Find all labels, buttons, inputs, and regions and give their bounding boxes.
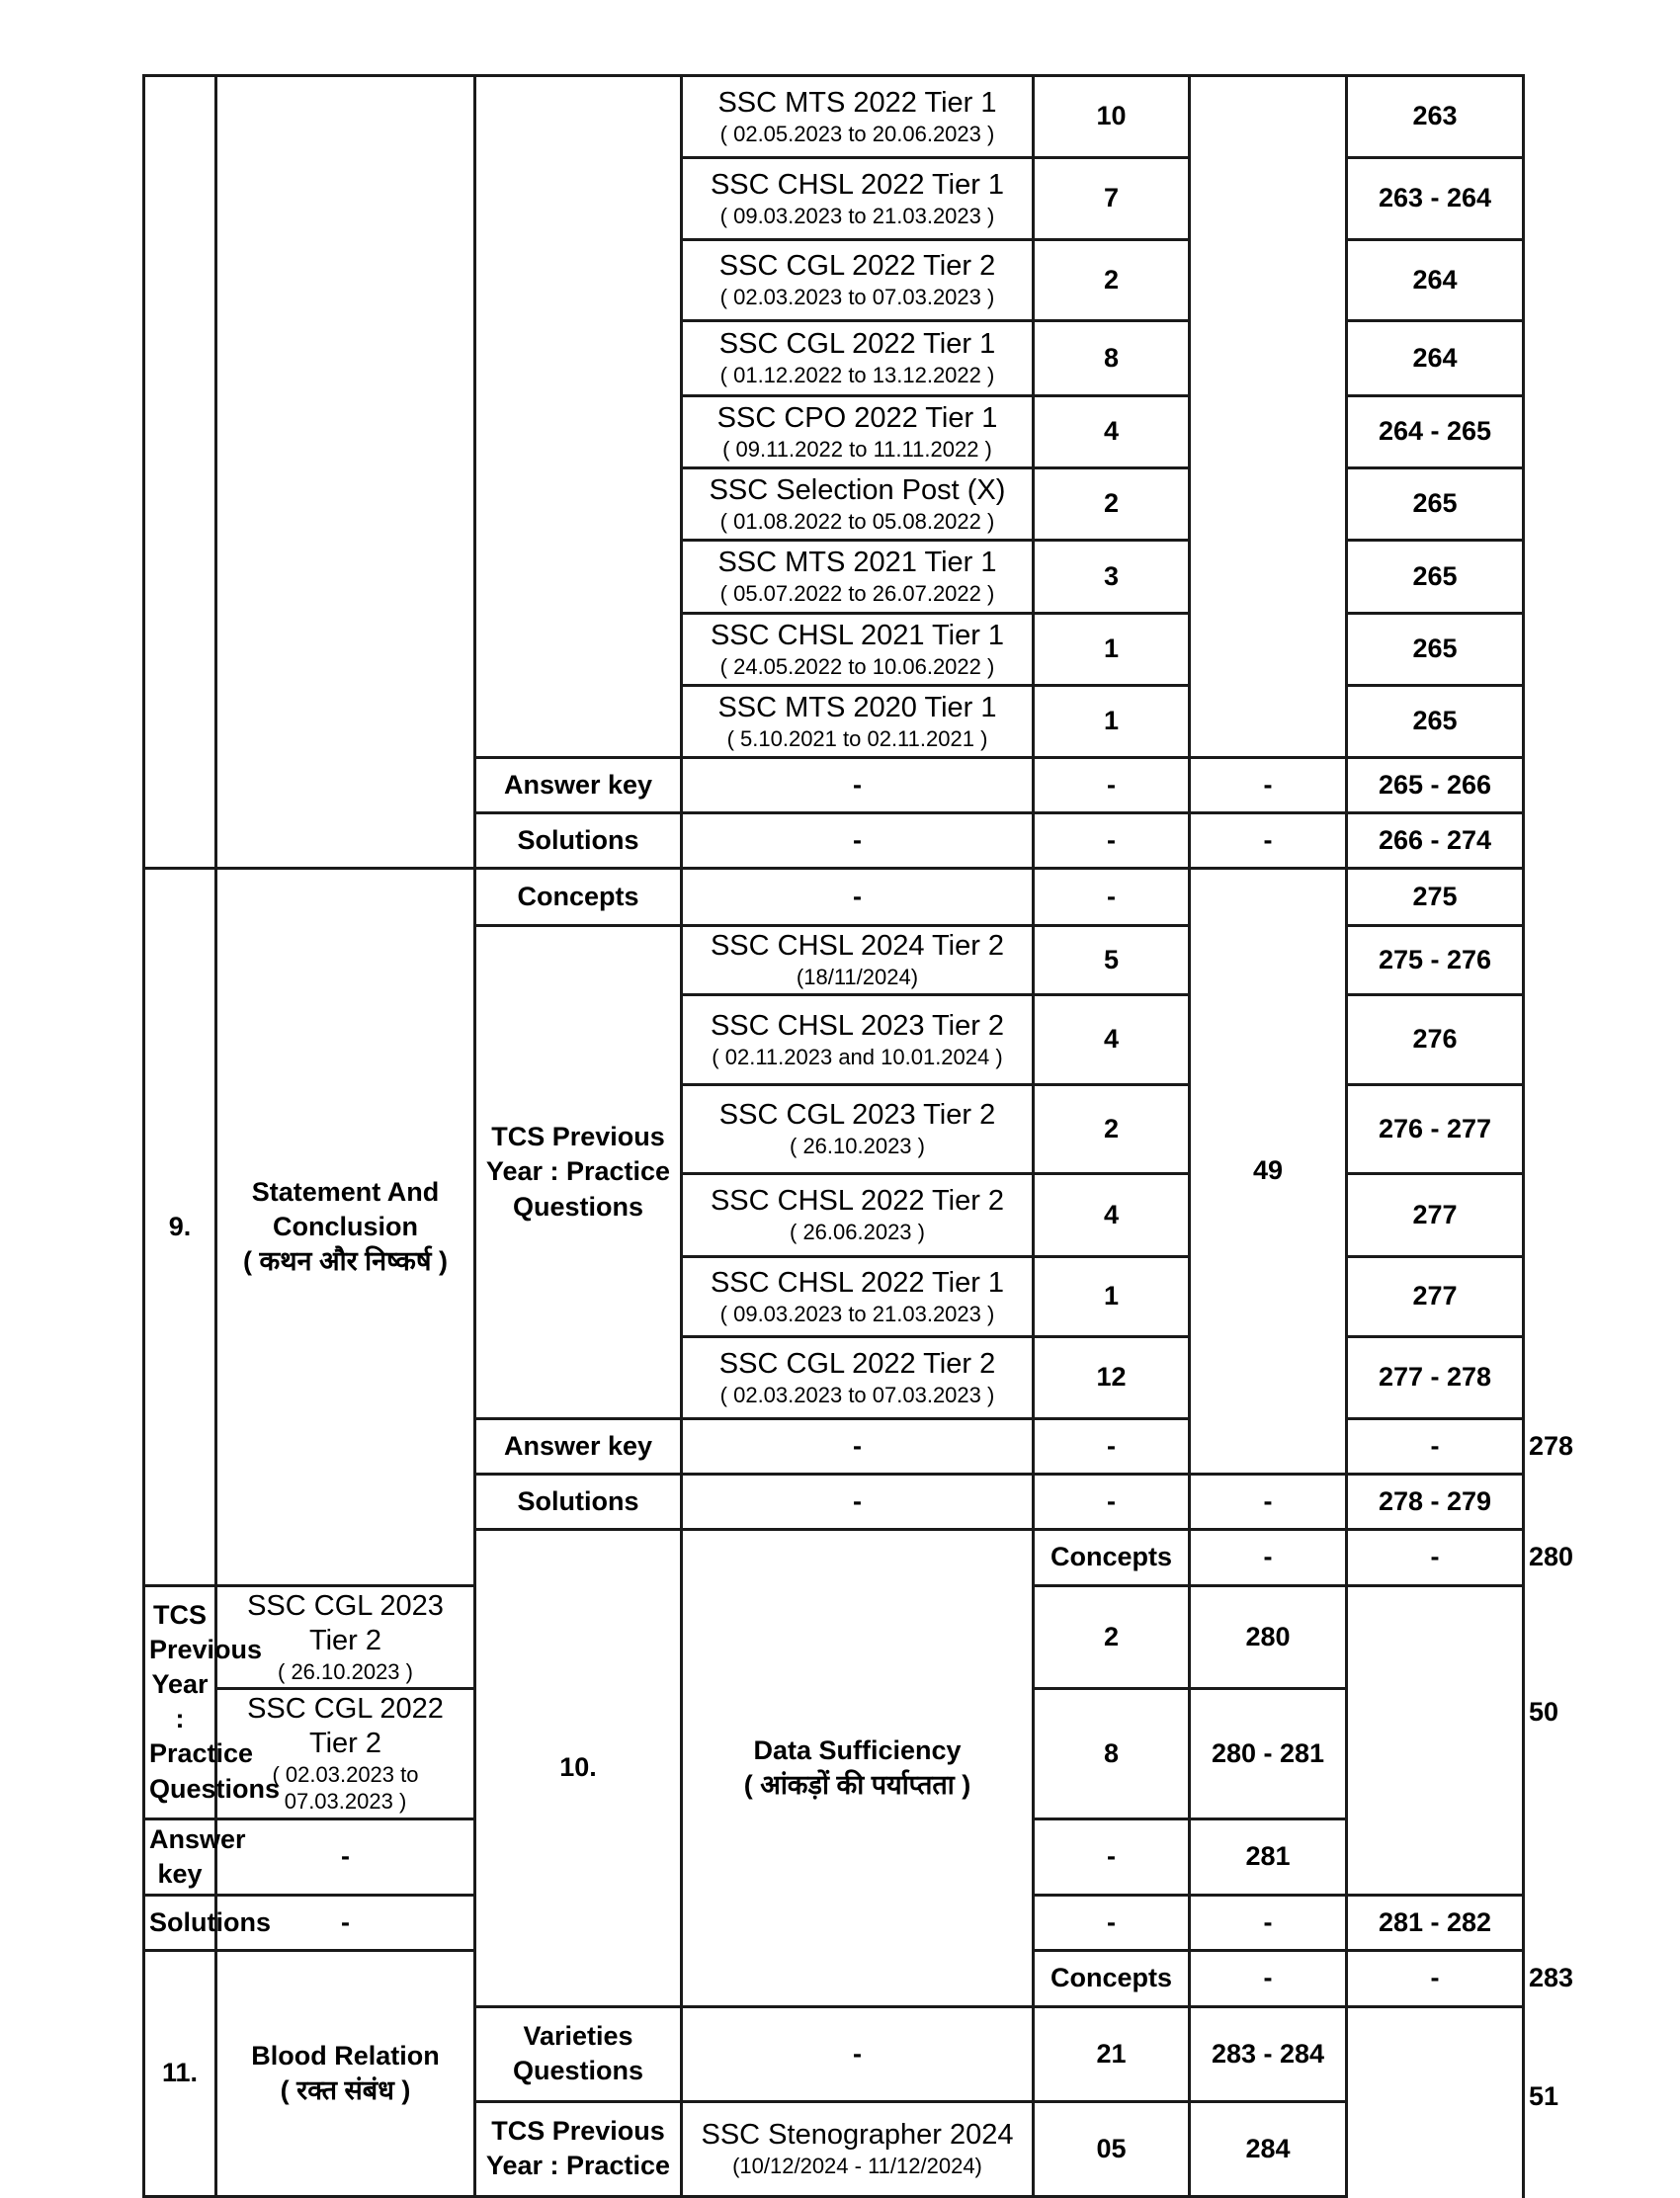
- exam-dates: ( 02.03.2023 to 07.03.2023 ): [272, 1761, 419, 1815]
- page-range: 280 - 281: [1190, 1689, 1347, 1819]
- exam-name: SSC CPO 2022 Tier 1: [716, 401, 998, 434]
- question-count: 1: [1034, 686, 1190, 758]
- exercise-cell: -: [1190, 1475, 1347, 1530]
- page-range: 263 - 264: [1347, 158, 1524, 240]
- exam-name: SSC CGL 2022 Tier 2: [718, 1347, 996, 1380]
- exam-cell: [682, 76, 1034, 158]
- page-range: 265: [1347, 468, 1524, 541]
- exam-cell: -: [1190, 1530, 1347, 1586]
- contents-table: [142, 74, 1574, 2198]
- solutions-label: Solutions: [144, 1895, 216, 1950]
- exam-cell: -: [682, 869, 1034, 926]
- page-range: 278 - 279: [1347, 1475, 1524, 1530]
- topic-title-hindi: ( आंकड़ों की पर्याप्तता ): [743, 1769, 971, 1800]
- page-range: 265 - 266: [1347, 758, 1524, 813]
- question-count: 1: [1034, 1257, 1190, 1337]
- table-row: 10. Data Sufficiency ( आंकड़ों की पर्याप्तता ) Concepts - - 50 280: [144, 1530, 1524, 1586]
- exam-name: SSC Stenographer 2024: [701, 2119, 1014, 2152]
- exam-cell: [682, 1337, 1034, 1419]
- page-range: 276 - 277: [1347, 1085, 1524, 1174]
- answer-key-label: Answer key: [475, 1419, 682, 1475]
- exam-cell: -: [216, 1895, 475, 1950]
- tcs-section-label: TCS Previous Year : Practice: [475, 2101, 682, 2196]
- exercise-cell: -: [1347, 1419, 1524, 1475]
- topic-title: Data Sufficiency: [753, 1734, 962, 1765]
- exercise-cell: -: [1190, 813, 1347, 869]
- serial-cell: [144, 76, 216, 869]
- page-range: 275: [1347, 869, 1524, 926]
- page-range: 281: [1190, 1818, 1347, 1895]
- question-count: -: [1034, 758, 1190, 813]
- page-range: 266 - 274: [1347, 813, 1524, 869]
- tcs-section-label: TCS Previous Year : Practice Questions: [144, 1586, 216, 1819]
- question-count: -: [1034, 1818, 1190, 1895]
- exam-dates: ( 09.03.2023 to 21.03.2023 ): [719, 1301, 995, 1326]
- page-range: 265: [1347, 614, 1524, 686]
- exam-dates: ( 09.03.2023 to 21.03.2023 ): [719, 203, 995, 228]
- exam-dates: ( 01.12.2022 to 13.12.2022 ): [719, 363, 995, 388]
- concepts-label: Concepts: [475, 869, 682, 926]
- table-row: Answer key - - - 278: [144, 1419, 1524, 1475]
- question-count: 2: [1034, 1085, 1190, 1174]
- question-count: -: [1034, 869, 1190, 926]
- topic-title-hindi: ( कथन और निष्कर्ष ): [243, 1246, 448, 1277]
- exam-name: SSC CHSL 2022 Tier 1: [710, 168, 1005, 201]
- concepts-label: Concepts: [1034, 1950, 1190, 2006]
- concepts-label: Concepts: [1034, 1530, 1190, 1586]
- solutions-label: Solutions: [475, 813, 682, 869]
- exam-dates: (10/12/2024 - 11/12/2024): [732, 2154, 982, 2179]
- exam-cell: -: [682, 1419, 1034, 1475]
- question-count: 5: [1034, 926, 1190, 995]
- exam-cell: [682, 995, 1034, 1085]
- exam-cell: -: [216, 1818, 475, 1895]
- exam-dates: ( 02.05.2023 to 20.06.2023 ): [719, 121, 995, 146]
- exam-name: SSC CHSL 2022 Tier 2: [710, 1185, 1005, 1218]
- question-count: -: [1034, 1475, 1190, 1530]
- question-count: 05: [1034, 2101, 1190, 2196]
- exam-dates: ( 26.10.2023 ): [278, 1658, 413, 1684]
- page-range: 265: [1347, 686, 1524, 758]
- exam-name: SSC CHSL 2021 Tier 1: [710, 619, 1005, 651]
- serial-number: 11.: [144, 1950, 216, 2196]
- table-row: 11. Blood Relation ( रक्त संबंध ) Concepts - - 51 283: [144, 1950, 1524, 2006]
- topic-title: Blood Relation: [251, 2040, 440, 2071]
- tcs-section-label: TCS Previous Year : Practice Questions: [475, 926, 682, 1419]
- exercise-cell: -: [1190, 1895, 1347, 1950]
- topic-cell: [682, 1530, 1034, 2007]
- page-range: 264: [1347, 240, 1524, 321]
- table-row: [144, 76, 1524, 158]
- exam-cell: [682, 158, 1034, 240]
- exam-cell: [682, 2101, 1034, 2196]
- exam-name: SSC MTS 2021 Tier 1: [717, 547, 997, 579]
- exam-dates: ( 02.03.2023 to 07.03.2023 ): [719, 285, 995, 310]
- section-cell: [475, 76, 682, 758]
- question-count: 21: [1034, 2006, 1190, 2101]
- exercise-cell: [1190, 76, 1347, 758]
- serial-number: 9.: [144, 869, 216, 1586]
- exam-dates: ( 05.07.2022 to 26.07.2022 ): [719, 581, 995, 607]
- exam-cell: [682, 614, 1034, 686]
- question-count: -: [1034, 1419, 1190, 1475]
- exam-name: SSC CGL 2023 Tier 2: [247, 1590, 444, 1656]
- topic-title: Statement And Conclusion: [251, 1176, 440, 1241]
- exam-name: SSC MTS 2022 Tier 1: [717, 86, 997, 119]
- topic-cell: [216, 1950, 475, 2196]
- exam-name: SSC CHSL 2022 Tier 1: [710, 1266, 1005, 1299]
- answer-key-label: Answer key: [475, 758, 682, 813]
- question-count: 4: [1034, 995, 1190, 1085]
- exam-cell: [682, 468, 1034, 541]
- exam-cell: -: [682, 758, 1034, 813]
- exam-dates: ( 01.08.2022 to 05.08.2022 ): [719, 508, 995, 534]
- exam-dates: ( 02.03.2023 to 07.03.2023 ): [719, 1382, 995, 1407]
- page-range: 284: [1190, 2101, 1347, 2196]
- exam-name: SSC Selection Post (X): [709, 473, 1006, 506]
- topic-cell: [216, 76, 475, 869]
- exam-cell: [682, 1174, 1034, 1257]
- page-range: 275 - 276: [1347, 926, 1524, 995]
- varieties-label: Varieties Questions: [475, 2006, 682, 2101]
- page-range: 283 - 284: [1190, 2006, 1347, 2101]
- exam-name: SSC MTS 2020 Tier 1: [717, 691, 997, 723]
- question-count: 8: [1034, 1689, 1190, 1819]
- question-count: 4: [1034, 1174, 1190, 1257]
- exam-cell: [682, 240, 1034, 321]
- question-count: 3: [1034, 541, 1190, 614]
- exam-cell: [682, 1085, 1034, 1174]
- exam-cell: [682, 686, 1034, 758]
- exam-name: SSC CGL 2022 Tier 2: [247, 1693, 444, 1759]
- exam-name: SSC CHSL 2024 Tier 2: [710, 930, 1005, 963]
- exam-name: SSC CGL 2022 Tier 2: [718, 250, 996, 283]
- question-count: 7: [1034, 158, 1190, 240]
- page-range: 277 - 278: [1347, 1337, 1524, 1419]
- question-count: 1: [1034, 614, 1190, 686]
- page-range: 277: [1347, 1174, 1524, 1257]
- exercise-number: 49: [1190, 869, 1347, 1475]
- page-range: 264 - 265: [1347, 396, 1524, 468]
- topic-title-hindi: ( रक्त संबंध ): [280, 2074, 411, 2105]
- exam-name: SSC CHSL 2023 Tier 2: [710, 1009, 1005, 1042]
- exam-cell: [682, 396, 1034, 468]
- exam-cell: -: [682, 2006, 1034, 2101]
- question-count: 8: [1034, 321, 1190, 396]
- page-range: 263: [1347, 76, 1524, 158]
- question-count: 12: [1034, 1337, 1190, 1419]
- question-count: 2: [1034, 240, 1190, 321]
- question-count: 2: [1034, 468, 1190, 541]
- exam-dates: ( 26.10.2023 ): [790, 1134, 925, 1159]
- exam-name: SSC CGL 2022 Tier 1: [718, 328, 996, 361]
- exam-cell: [682, 541, 1034, 614]
- question-count: 10: [1034, 76, 1190, 158]
- page-range: 264: [1347, 321, 1524, 396]
- question-count: 2: [1034, 1586, 1190, 1689]
- table-row: [144, 869, 1524, 926]
- question-count: -: [1347, 1530, 1524, 1586]
- page-range: 276: [1347, 995, 1524, 1085]
- page-range: 265: [1347, 541, 1524, 614]
- exam-cell: -: [1190, 1950, 1347, 2006]
- exam-dates: (18/11/2024): [796, 965, 919, 990]
- exam-name: SSC CGL 2023 Tier 2: [718, 1099, 996, 1132]
- exam-cell: -: [682, 1475, 1034, 1530]
- topic-cell: [216, 869, 475, 1586]
- answer-key-label: Answer key: [144, 1818, 216, 1895]
- question-count: -: [1034, 1895, 1190, 1950]
- exam-dates: ( 5.10.2021 to 02.11.2021 ): [726, 725, 988, 751]
- exam-dates: ( 24.05.2022 to 10.06.2022 ): [719, 653, 995, 679]
- exam-cell: -: [682, 813, 1034, 869]
- exam-cell: [682, 1257, 1034, 1337]
- exam-dates: ( 26.06.2023 ): [790, 1220, 925, 1245]
- page-range: 277: [1347, 1257, 1524, 1337]
- page-range: 281 - 282: [1347, 1895, 1524, 1950]
- exercise-cell: -: [1190, 758, 1347, 813]
- exam-cell: [682, 926, 1034, 995]
- question-count: -: [1034, 813, 1190, 869]
- serial-number: 10.: [475, 1530, 682, 2007]
- question-count: 4: [1034, 396, 1190, 468]
- solutions-label: Solutions: [475, 1475, 682, 1530]
- exam-dates: ( 09.11.2022 to 11.11.2022 ): [722, 436, 992, 462]
- exam-cell: [682, 321, 1034, 396]
- exam-dates: ( 02.11.2023 and 10.01.2024 ): [712, 1044, 1003, 1069]
- page-range: 280: [1190, 1586, 1347, 1689]
- question-count: -: [1347, 1950, 1524, 2006]
